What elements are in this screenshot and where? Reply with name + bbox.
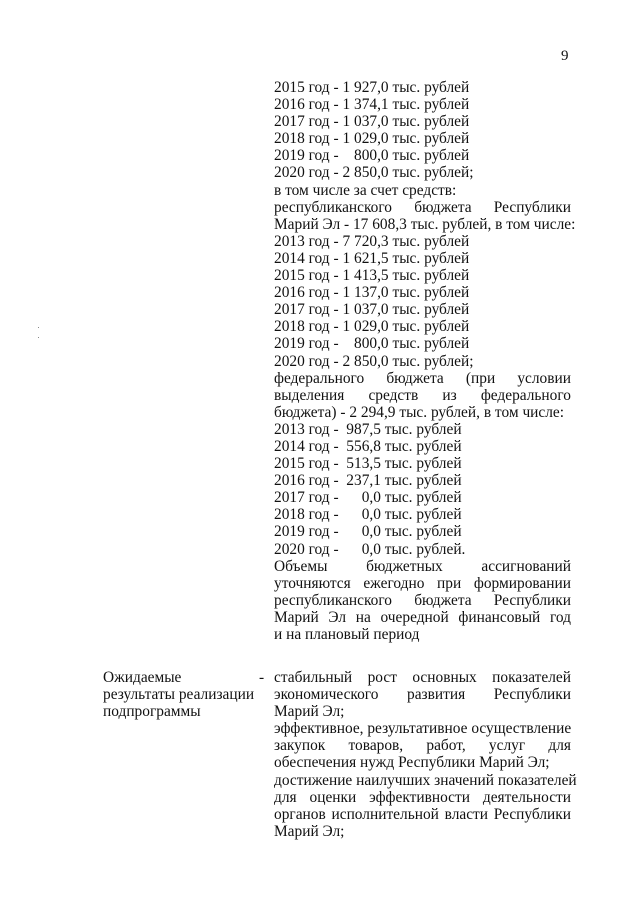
results-line: эффективное, результативное осуществление	[274, 720, 572, 738]
funding-line: 2016 год - 237,1 тыс. рублей	[274, 472, 462, 490]
funding-line: Марий Эл - 17 608,3 тыс. рублей, в том числе:	[274, 215, 576, 233]
funding-line: 2016 год - 1 137,0 тыс. рублей	[274, 284, 470, 302]
results-line: для оценки эффективности деятельности	[274, 788, 571, 806]
funding-line: 2018 год - 1 029,0 тыс. рублей	[274, 318, 470, 336]
funding-line: республиканского бюджета Республики	[274, 198, 571, 216]
funding-line: 2014 год - 556,8 тыс. рублей	[274, 437, 462, 455]
funding-line: 2013 год - 987,5 тыс. рублей	[274, 420, 462, 438]
label-dash: -	[259, 669, 265, 686]
funding-line: 2014 год - 1 621,5 тыс. рублей	[274, 249, 470, 267]
funding-line: 2016 год - 1 374,1 тыс. рублей	[274, 96, 470, 114]
funding-line: в том числе за счет средств:	[274, 181, 457, 199]
funding-volumes-text	[274, 79, 576, 643]
funding-line: 2020 год - 2 850,0 тыс. рублей;	[274, 164, 474, 182]
funding-line: бюджета) - 2 294,9 тыс. рублей, в том числе:	[274, 403, 565, 421]
funding-line: 2019 год - 800,0 тыс. рублей	[274, 147, 470, 165]
scan-speck	[38, 337, 39, 338]
funding-line: 2018 год - 0,0 тыс. рублей	[274, 506, 462, 524]
funding-line: 2015 год - 513,5 тыс. рублей	[274, 455, 462, 473]
funding-line: Объемы бюджетных ассигнований	[274, 557, 571, 575]
funding-line: 2019 год - 800,0 тыс. рублей	[274, 335, 470, 353]
funding-line: 2017 год - 1 037,0 тыс. рублей	[274, 301, 470, 319]
results-line: Марий Эл;	[274, 822, 345, 840]
results-line: обеспечения нужд Республики Марий Эл;	[274, 754, 550, 772]
label-line: результаты реализации	[103, 686, 255, 704]
results-line: достижение наилучших значений показателей	[274, 771, 577, 789]
results-line: закупок товаров, работ, услуг для	[274, 737, 571, 755]
results-line: стабильный рост основных показателей	[274, 669, 571, 686]
funding-line: Марий Эл на очередной финансовый год	[274, 608, 571, 626]
results-line: Марий Эл;	[274, 703, 345, 721]
funding-line: выделения средств из федерального	[274, 386, 571, 404]
scan-speck	[38, 327, 39, 328]
funding-line: 2019 год - 0,0 тыс. рублей	[274, 523, 462, 541]
funding-line: 2020 год - 0,0 тыс. рублей.	[274, 540, 466, 558]
label-line: Ожидаемые	[103, 669, 182, 686]
funding-line: 2020 год - 2 850,0 тыс. рублей;	[274, 352, 474, 370]
funding-line: республиканского бюджета Республики	[274, 591, 571, 609]
funding-line: 2017 год - 1 037,0 тыс. рублей	[274, 113, 470, 131]
funding-line: 2015 год - 1 927,0 тыс. рублей	[274, 79, 470, 96]
funding-line: 2017 год - 0,0 тыс. рублей	[274, 489, 462, 507]
funding-line: и на плановый период	[274, 626, 420, 643]
funding-line: 2018 год - 1 029,0 тыс. рублей	[274, 130, 470, 148]
results-line: экономического развития Республики	[274, 686, 571, 704]
funding-line: уточняются ежегодно при формировании	[274, 574, 571, 592]
page-number: 9	[561, 48, 569, 64]
expected-results-text	[274, 669, 577, 840]
expected-results-label	[103, 669, 263, 720]
label-line: подпрограммы	[103, 703, 201, 721]
funding-line: 2015 год - 1 413,5 тыс. рублей	[274, 267, 470, 285]
funding-line: 2013 год - 7 720,3 тыс. рублей	[274, 232, 470, 250]
results-line: органов исполнительной власти Республики	[274, 805, 571, 823]
funding-line: федерального бюджета (при условии	[274, 369, 571, 387]
